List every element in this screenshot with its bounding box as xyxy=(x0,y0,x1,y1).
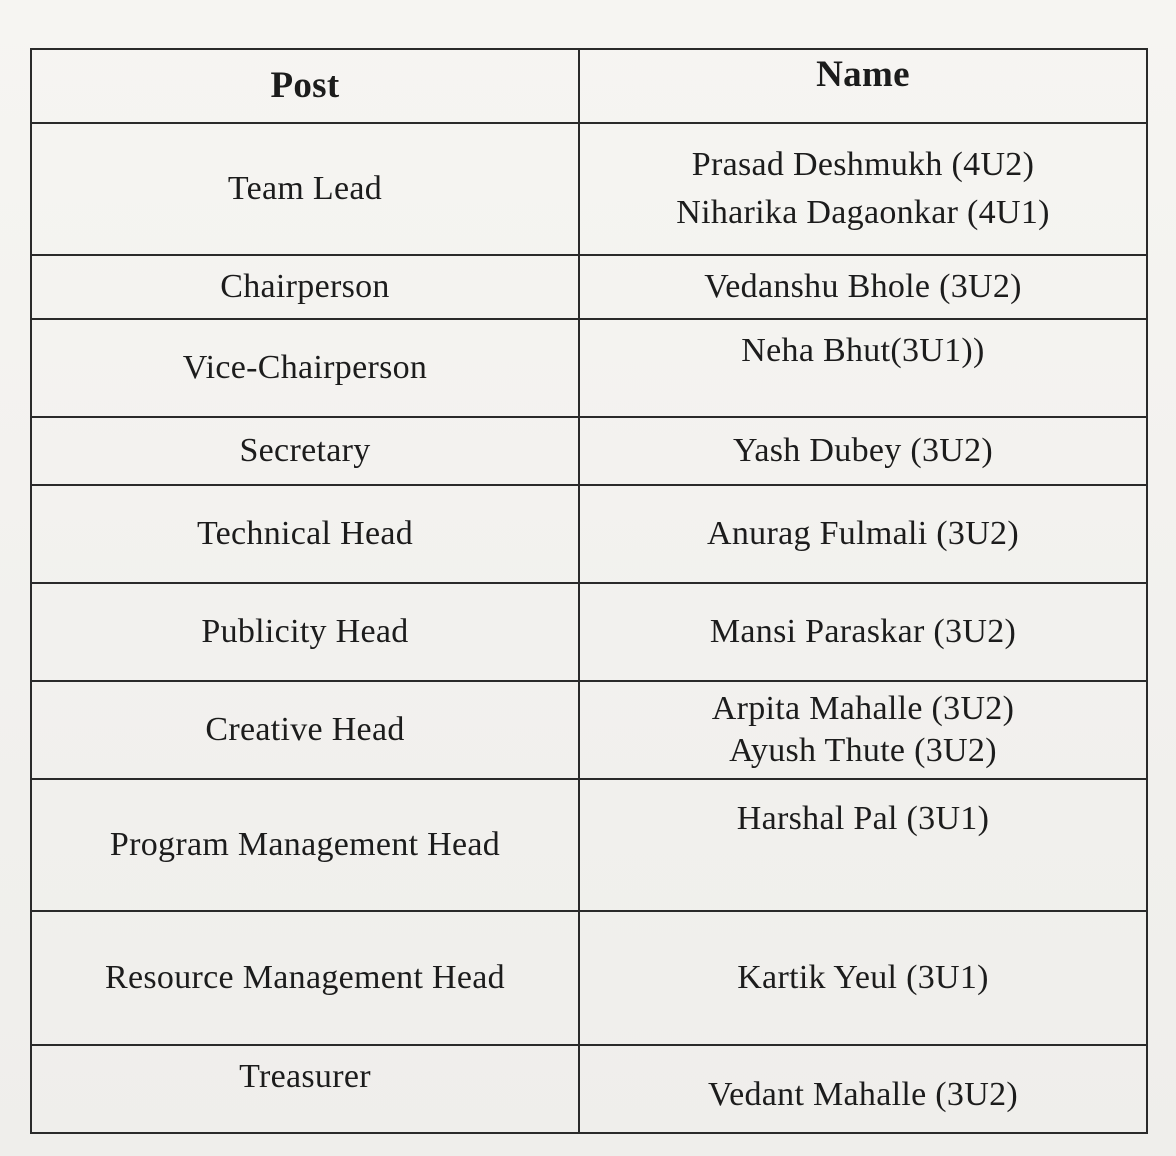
name-cell xyxy=(579,255,1147,319)
post-column-header: Post xyxy=(31,49,579,123)
member-name: Ayush Thute (3U2) xyxy=(729,732,997,769)
member-name: Vedant Mahalle (3U2) xyxy=(707,1075,1018,1113)
name-cell xyxy=(579,319,1147,417)
member-name: Anurag Fulmali (3U2) xyxy=(707,514,1019,552)
post-cell: Secretary xyxy=(31,417,579,485)
member-name: Harshal Pal (3U1) xyxy=(736,800,990,837)
post-cell: Treasurer xyxy=(31,1045,579,1133)
name-cell xyxy=(579,1045,1147,1133)
member-name: Yash Dubey (3U2) xyxy=(732,431,994,469)
member-name: Neha Bhut(3U1)) xyxy=(741,332,985,369)
roster-table xyxy=(30,48,1148,1134)
post-cell: Team Lead xyxy=(31,123,579,255)
name-column-header: Name xyxy=(579,49,1147,123)
member-name: Prasad Deshmukh (4U2) xyxy=(691,145,1035,183)
name-cell xyxy=(579,681,1147,779)
table-row xyxy=(31,319,1147,417)
post-cell: Chairperson xyxy=(31,255,579,319)
member-name: Niharika Dagaonkar (4U1) xyxy=(676,194,1050,231)
post-cell: Publicity Head xyxy=(31,583,579,681)
table-row xyxy=(31,417,1147,485)
table-row xyxy=(31,779,1147,911)
table-row xyxy=(31,681,1147,779)
name-cell xyxy=(579,911,1147,1045)
table-row xyxy=(31,911,1147,1045)
table-row xyxy=(31,1045,1147,1133)
member-name: Mansi Paraskar (3U2) xyxy=(709,612,1017,650)
table-row xyxy=(31,583,1147,681)
post-cell: Creative Head xyxy=(31,681,579,779)
post-cell: Technical Head xyxy=(31,485,579,583)
table-row xyxy=(31,485,1147,583)
table-row xyxy=(31,255,1147,319)
post-cell: Vice-Chairperson xyxy=(31,319,579,417)
name-cell xyxy=(579,583,1147,681)
header-row xyxy=(31,49,1147,123)
member-name: Kartik Yeul (3U1) xyxy=(737,958,989,996)
name-cell xyxy=(579,779,1147,911)
table-row xyxy=(31,123,1147,255)
name-cell xyxy=(579,123,1147,255)
post-cell: Program Management Head xyxy=(31,779,579,911)
post-cell: Resource Management Head xyxy=(31,911,579,1045)
name-cell xyxy=(579,485,1147,583)
member-name: Vedanshu Bhole (3U2) xyxy=(704,267,1022,305)
name-cell xyxy=(579,417,1147,485)
member-name: Arpita Mahalle (3U2) xyxy=(711,689,1015,727)
